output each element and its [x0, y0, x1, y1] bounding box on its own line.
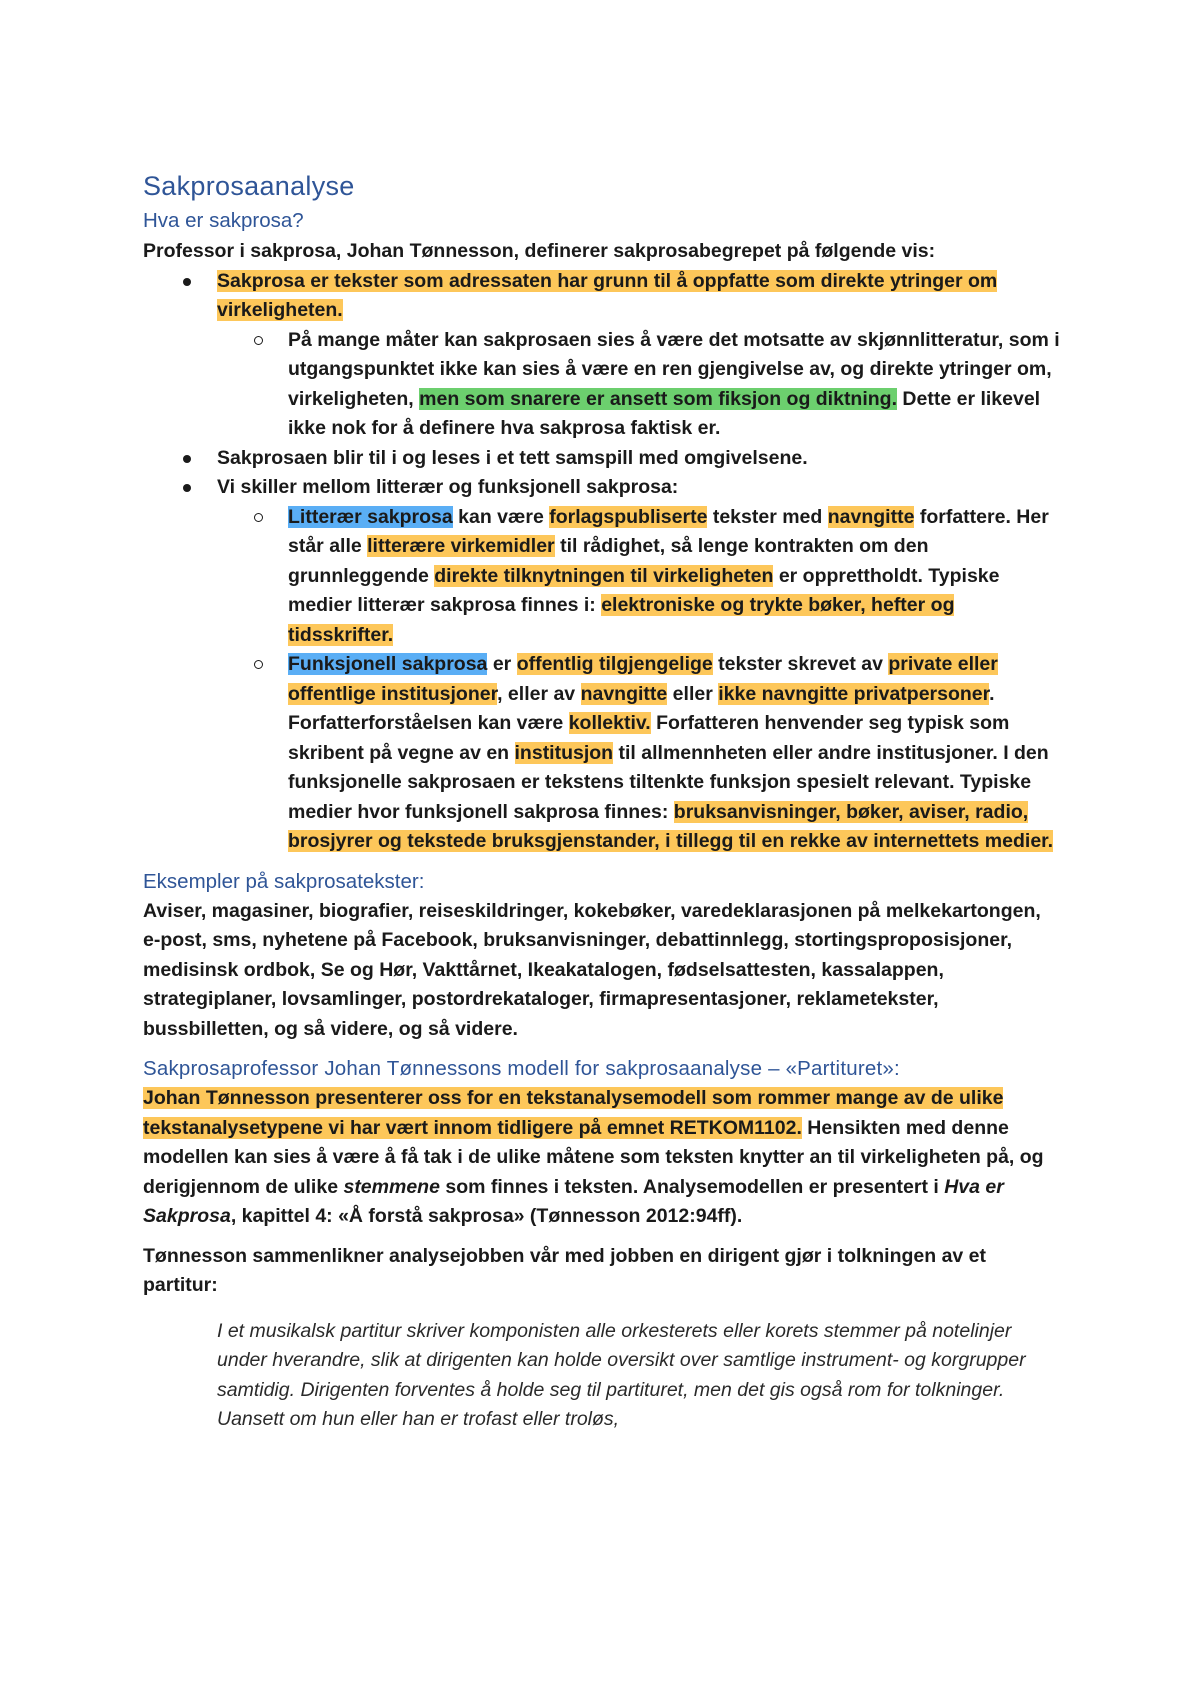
definition-list: [143, 267, 1063, 857]
highlight-orange: elektroniske og trykte bøker, hefter og tidsskrifter.: [288, 594, 955, 646]
sub-list: [215, 326, 1063, 444]
page-title: Sakprosaanalyse: [143, 171, 355, 201]
text-run: , kapittel 4: «Å forstå sakprosa» (Tønnesson 2012:94ff).: [230, 1205, 743, 1227]
highlight-orange: offentlig tilgjengelige: [516, 653, 713, 675]
text-run: som finnes i teksten. Analysemodellen er presentert i: [439, 1175, 945, 1198]
list-item: [215, 326, 1063, 444]
text-run: eller: [667, 682, 719, 705]
text-run: til allmennheten eller andre institusjoner. I den funksjonelle sakprosaen er tekstens tiltenkte funksjon spesielt relevant. Typiske medier hvor funksjonell sakprosa finnes:: [288, 741, 1049, 823]
heading-partituret: Sakprosaprofessor Johan Tønnessons modell for sakprosaanalyse – «Partituret»:: [143, 1057, 900, 1080]
list-item: [143, 267, 1063, 444]
highlight-orange: litterære virkemidler: [367, 535, 555, 557]
highlight-orange: Johan Tønnesson presenterer oss for en tekstanalysemodell som rommer mange av de ulike tekstanalysetypene vi har vært innom tidligere på emnet RETKOM1102.: [143, 1087, 1004, 1139]
text-run: er: [487, 653, 517, 675]
highlight-orange: institusjon: [514, 741, 614, 764]
text-run: På mange måter kan sakprosaen sies å være det motsatte av skjønnlitteratur, som i utgangspunktet ikke kan sies å være en ren gjengivelse av, og direkte ytringer om, virkeligheten,: [288, 328, 1060, 410]
highlight-orange: navngitte: [827, 505, 915, 528]
text-run: er opprettholdt. Typiske medier litterær sakprosa finnes i:: [288, 564, 1000, 616]
heading-eksempler: Eksempler på sakprosatekster:: [143, 869, 425, 893]
text-run: , eller av: [497, 682, 581, 705]
intro-paragraph: Professor i sakprosa, Johan Tønnesson, definerer sakprosabegrepet på følgende vis:: [143, 240, 936, 262]
heading-hva-er-sakprosa: Hva er sakprosa?: [143, 209, 304, 232]
list-item-litteraer: [215, 503, 1063, 651]
text-run: kan være: [452, 505, 550, 528]
text-run: Vi skiller mellom litterær og funksjonell sakprosa:: [217, 476, 679, 498]
examples-paragraph: Aviser, magasiner, biografier, reiseskildringer, kokebøker, varedeklarasjonen på melkekartongen, e-post, sms, nyhetene på Facebook, bruksanvisninger, debattinnlegg, stortingsproposisjoner, medisinsk ordbok, Se og Hør, Vakttårnet, Ikeakatalogen, fødselsattesten, kassalappen, strategiplaner, lovsamlinger, postordrekataloger, firmapresentasjoner, reklametekster, bussbilletten, og så videre, og så videre.: [143, 899, 1041, 1040]
text-run: forfattere. Her står alle: [288, 505, 1049, 557]
highlight-orange: bruksanvisninger, bøker, aviser, radio, brosjyrer og tekstede bruksgjenstander, i tillegg til en rekke av internettets medier.: [288, 800, 1054, 852]
list-item-funksjonell: [215, 650, 1063, 857]
list-item: [143, 473, 1063, 857]
highlight-orange: navngitte: [580, 682, 668, 705]
text-run: tekster med: [707, 505, 828, 528]
text-run: . Forfatterforståelsen kan være: [288, 682, 995, 734]
emphasis: Hva er Sakprosa: [143, 1175, 1004, 1227]
text-run: til rådighet, så lenge kontrakten om den grunnleggende: [288, 535, 929, 587]
highlight-orange: direkte tilknytningen til virkeligheten: [434, 564, 774, 587]
text-run: Sakprosaen blir til i og leses i et tett samspill med omgivelsene.: [217, 446, 808, 469]
highlight-blue: Funksjonell sakprosa: [288, 653, 488, 675]
text-run: Hensikten med denne modellen kan sies å være å få tak i de ulike måtene som teksten knytter an til virkeligheten på, og derigjennom de ulike: [143, 1116, 1044, 1198]
highlight-orange: forlagspubliserte: [549, 505, 708, 528]
text-run: Forfatteren henvender seg typisk som skribent på vegne av en: [288, 712, 1010, 764]
highlight-green: men som snarere er ansett som fiksjon og diktning.: [419, 387, 898, 410]
document-body: [143, 168, 1063, 1435]
emphasis: stemmene: [343, 1175, 440, 1198]
highlight-orange: ikke navngitte privatpersoner: [718, 682, 990, 705]
text-run: Dette er likevel ikke nok for å definere hva sakprosa faktisk er.: [288, 387, 1041, 439]
model-paragraph: [143, 1084, 1063, 1232]
highlight-orange: kollektiv.: [568, 712, 651, 734]
highlight-orange: Sakprosa er tekster som adressaten har grunn til å oppfatte som direkte ytringer om virkeligheten.: [217, 269, 998, 321]
block-quote: I et musikalsk partitur skriver komponisten alle orkesterets eller korets stemmer på notelinjer under hverandre, slik at dirigenten kan holde oversikt over samtlige instrument- og korgrupper samtidig. Dirigenten forventes å holde seg til partituret, men det gis også rom for tolkninger. Uansett om hun eller han er trofast eller troløs,: [217, 1319, 1026, 1430]
text-run: tekster skrevet av: [712, 653, 889, 675]
list-item: [143, 444, 1063, 474]
dirigent-paragraph: Tønnesson sammenlikner analysejobben vår med jobben en dirigent gjør i tolkningen av et partitur:: [143, 1244, 987, 1296]
highlight-orange: private eller offentlige institusjoner: [288, 653, 998, 705]
highlight-blue: Litterær sakprosa: [288, 505, 453, 528]
sub-list: [215, 503, 1063, 857]
